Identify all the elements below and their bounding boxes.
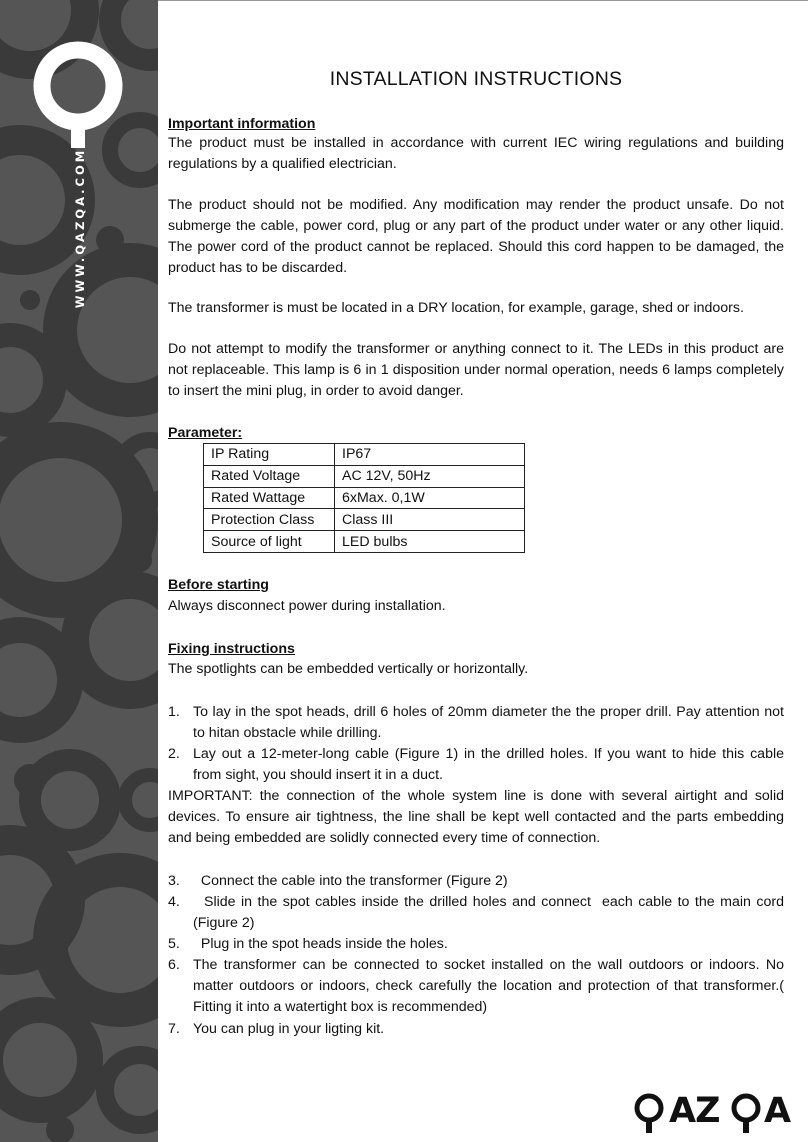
parameter-heading: Parameter:	[168, 425, 243, 441]
list-number: 6.	[168, 957, 180, 973]
footer-logo	[632, 1092, 794, 1141]
param-label: IP Rating	[204, 444, 335, 466]
svg-text:A: A	[764, 1092, 792, 1131]
before-text: Always disconnect power during installation.	[168, 598, 446, 614]
sidebar-decoration	[0, 0, 158, 1142]
before-heading: Before starting	[168, 577, 269, 593]
list-number: 2.	[168, 746, 180, 762]
important-heading: Important information	[168, 116, 316, 132]
list-number: 4.	[168, 894, 180, 910]
important-p1: The product must be installed in accordance with current IEC wiring regulations and building regulations by a qualified electrician.	[168, 135, 784, 172]
parameter-table	[203, 443, 525, 553]
list-text: Lay out a 12-meter-long cable (Figure 1) in the drilled holes. If you want to hide this cable from sight, you should insert it in a duct.	[193, 746, 784, 783]
param-value: IP67	[335, 444, 525, 466]
footer-logo-text	[794, 1092, 795, 1093]
list-text: Plug in the spot heads inside the holes.	[193, 936, 448, 952]
list-text: Connect the cable into the transformer (Figure 2)	[193, 873, 508, 889]
important-p3: The transformer is must be located in a DRY location, for example, garage, shed or indoors.	[168, 300, 744, 316]
table-row	[204, 531, 525, 553]
param-label: Protection Class	[204, 509, 335, 531]
param-value: Class III	[335, 509, 525, 531]
table-row	[204, 509, 525, 531]
table-row	[204, 487, 525, 509]
param-label: Source of light	[204, 531, 335, 553]
page-title: INSTALLATION INSTRUCTIONS	[329, 68, 623, 90]
important-note: IMPORTANT: the connection of the whole system line is done with several airtight and solid devices. To ensure air tightness, the line shall be kept well contacted and the parts embedding and being embedded are solidly connected every time of connection.	[168, 788, 784, 846]
param-value: 6xMax. 0,1W	[335, 487, 525, 509]
svg-text:AZ: AZ	[669, 1092, 720, 1131]
param-label: Rated Wattage	[204, 487, 335, 509]
param-value: AC 12V, 50Hz	[335, 465, 525, 487]
list-text: The transformer can be connected to socket installed on the wall outdoors or indoors. No matter outdoors or indoors, check carefully the location and protection of that transformer.( Fitting it into a watertight box is recommended)	[193, 957, 784, 1015]
param-value: LED bulbs	[335, 531, 525, 553]
fixing-heading: Fixing instructions	[168, 641, 295, 657]
list-text: You can plug in your ligting kit.	[193, 1021, 385, 1037]
list-number: 5.	[168, 936, 180, 952]
top-rule	[158, 0, 808, 1]
list-text: Slide in the spot cables inside the drilled holes and connect each cable to the main cord (Figure 2)	[193, 894, 788, 931]
important-p2: The product should not be modified. Any modification may render the product unsafe. Do not submerge the cable, power cord, plug or any part of the product under water or any other liquid. The power cord of the product cannot be replaced. Should this cord happen to be damaged, the product has to be discarded.	[168, 197, 784, 276]
website-text: WWW.QAZQA.COM	[73, 147, 87, 309]
table-row	[204, 444, 525, 466]
table-row	[204, 465, 525, 487]
param-label: Rated Voltage	[204, 465, 335, 487]
list-text: To lay in the spot heads, drill 6 holes of 20mm diameter the the proper drill. Pay attention not to hitan obstacle while drilling.	[193, 704, 784, 741]
list-number: 7.	[168, 1021, 180, 1037]
list-number: 1.	[168, 704, 180, 720]
important-p4: Do not attempt to modify the transformer or anything connect to it. The LEDs in this product are not replaceable. This lamp is 6 in 1 disposition under normal operation, needs 6 lamps completely to insert the mini plug, in order to avoid danger.	[168, 341, 784, 399]
list-number: 3.	[168, 873, 180, 889]
fixing-intro: The spotlights can be embedded vertically or horizontally.	[168, 661, 529, 677]
qazqa-wordmark-icon	[632, 1092, 794, 1136]
